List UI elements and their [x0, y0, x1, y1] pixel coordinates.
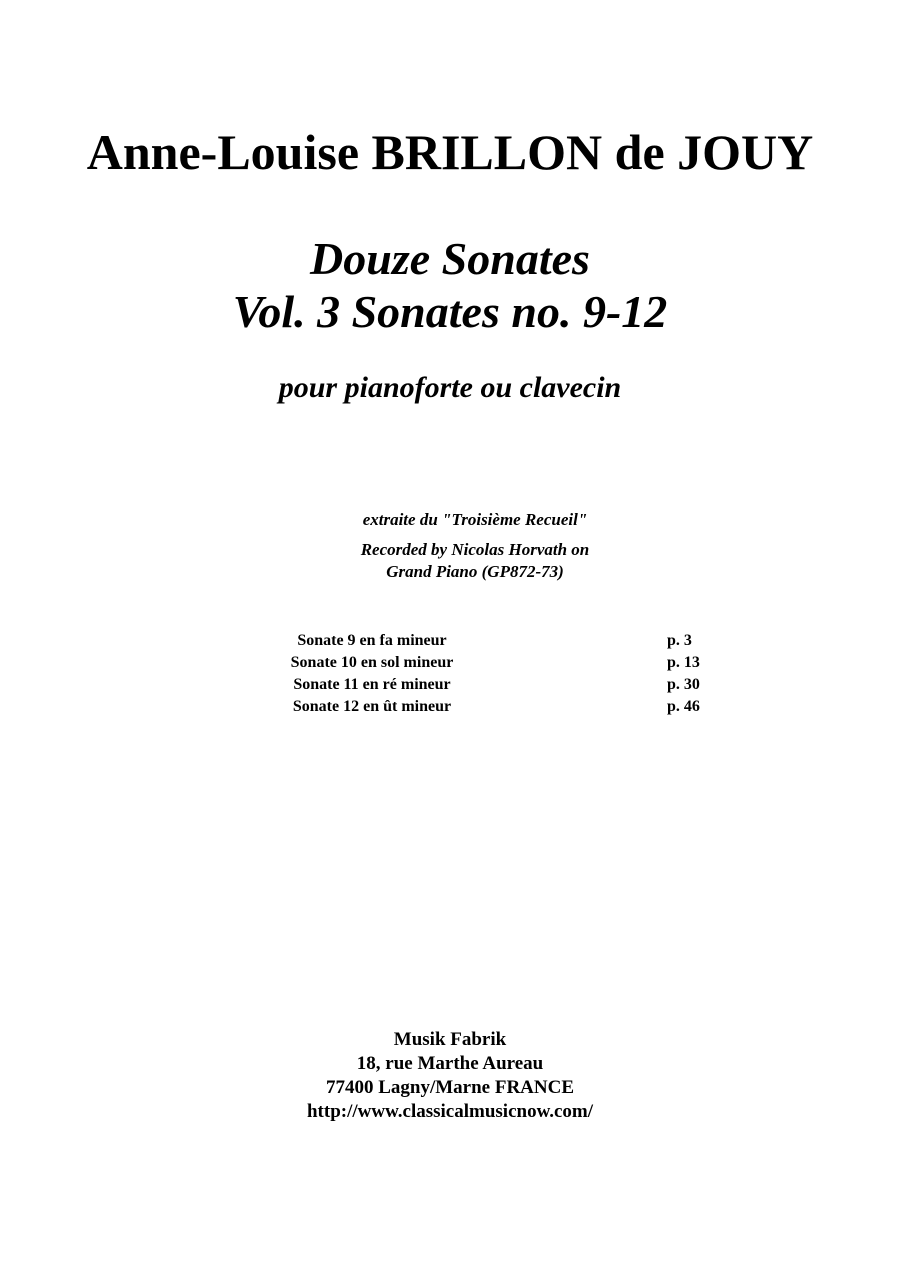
recording-credit-line-2: Grand Piano (GP872-73): [386, 562, 564, 581]
work-title-line-2: Vol. 3 Sonates no. 9-12: [232, 286, 668, 337]
toc-entry-title: Sonate 12 en ût mineur: [292, 698, 452, 715]
work-title-line-1: Douze Sonates: [310, 233, 590, 284]
toc-entry-title: Sonate 9 en fa mineur: [297, 632, 447, 649]
toc-row: [242, 630, 722, 652]
toc-entry-page: p. 3: [667, 632, 692, 649]
toc-entry-page: p. 30: [667, 676, 700, 693]
publisher-street: 18, rue Marthe Aureau: [356, 1053, 544, 1074]
source-spacer: [275, 531, 675, 539]
toc-entry-title: Sonate 11 en ré mineur: [293, 676, 451, 693]
toc-entry-page: p. 46: [667, 698, 700, 715]
toc-row: [242, 674, 722, 696]
toc-row: [242, 652, 722, 674]
recording-credit-line-1: Recorded by Nicolas Horvath on: [360, 540, 590, 559]
table-of-contents: [242, 630, 722, 718]
source-notes: [275, 509, 675, 583]
publisher-city: 77400 Lagny/Marne FRANCE: [325, 1077, 575, 1098]
publisher-name: Musik Fabrik: [393, 1029, 507, 1050]
toc-entry-page: p. 13: [667, 654, 700, 671]
source-extract: extraite du "Troisième Recueil": [362, 510, 588, 529]
toc-row: [242, 696, 722, 718]
publisher-block: [0, 1028, 900, 1124]
instrumentation-subtitle: pour pianoforte ou clavecin: [278, 371, 622, 404]
toc-entry-title: Sonate 10 en sol mineur: [290, 654, 454, 671]
work-title: [0, 232, 900, 338]
composer-name: Anne-Louise BRILLON de JOUY: [86, 124, 814, 180]
publisher-url: http://www.classicalmusicnow.com/: [306, 1101, 594, 1122]
